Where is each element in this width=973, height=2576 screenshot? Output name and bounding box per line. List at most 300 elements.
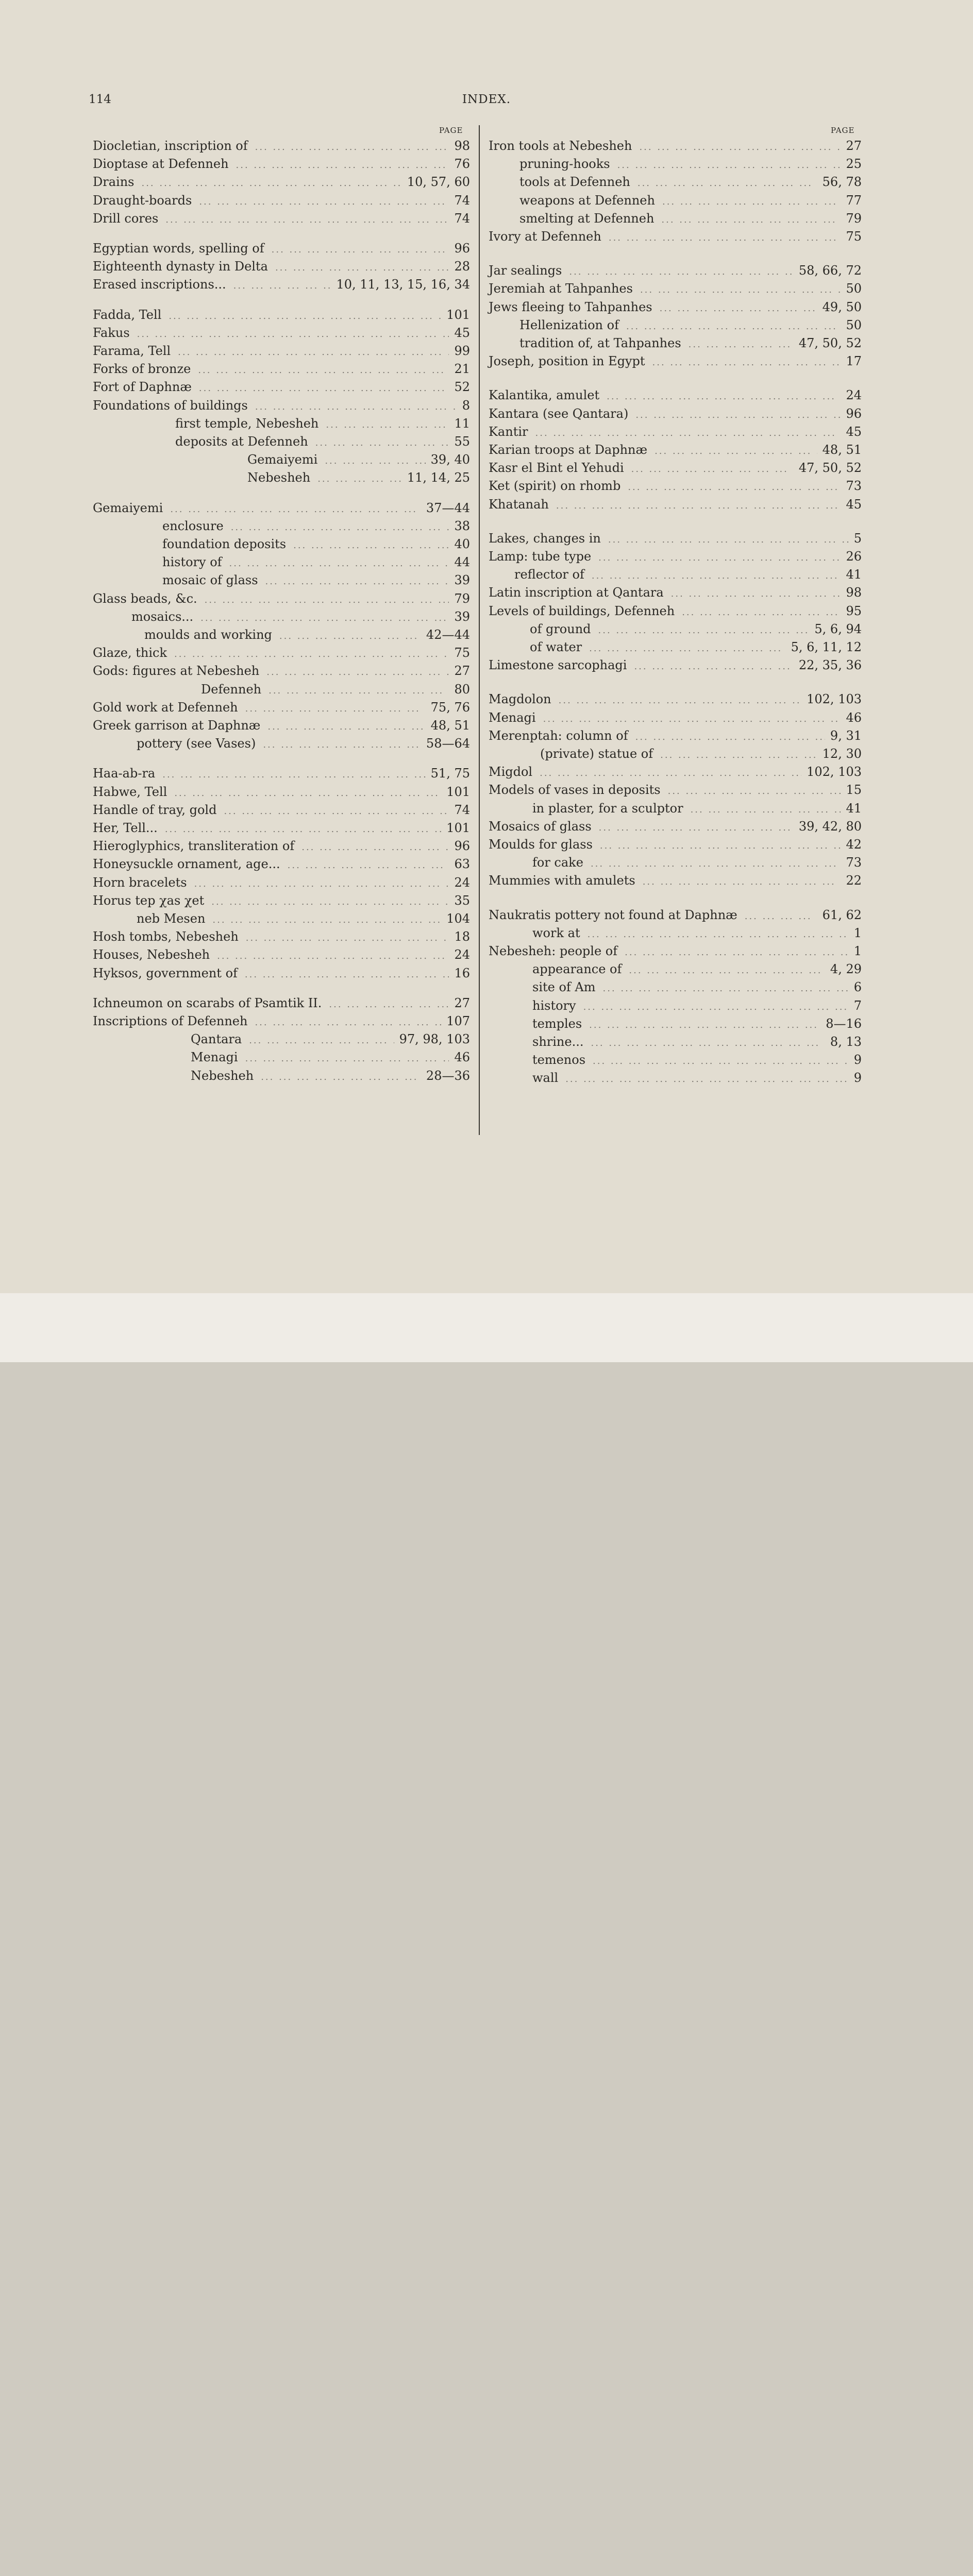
entry-label: Drains xyxy=(93,175,135,190)
entry-label: Levels of buildings, Defenneh xyxy=(489,603,675,618)
entry-page-ref: 27 xyxy=(846,139,862,153)
dot-leader xyxy=(640,281,841,299)
entry-label: history of xyxy=(162,555,222,570)
entry-label: Mosaics of glass xyxy=(489,819,592,834)
index-entry xyxy=(93,699,470,717)
index-entry xyxy=(532,854,862,872)
entry-page-ref: 46 xyxy=(846,710,862,725)
entry-label: Her, Tell... xyxy=(93,821,158,835)
entry-label: Forks of bronze xyxy=(93,362,191,377)
index-entry xyxy=(519,173,862,191)
index-entry xyxy=(489,298,862,316)
entry-label: Glass beads, &c. xyxy=(93,591,197,606)
index-entry xyxy=(93,192,470,210)
index-entry xyxy=(489,459,862,477)
index-entry xyxy=(93,783,470,801)
entry-page-ref: 96 xyxy=(454,241,470,256)
index-entry xyxy=(93,1012,470,1030)
entry-page-ref: 74 xyxy=(454,193,470,208)
index-entry xyxy=(489,602,862,620)
entry-label: site of Am xyxy=(532,980,596,995)
index-entry xyxy=(489,656,862,674)
entry-page-ref: 41 xyxy=(846,801,862,816)
index-entry xyxy=(532,1051,862,1069)
entry-label: Diocletian, inscription of xyxy=(93,139,248,153)
entry-page-ref: 16 xyxy=(454,965,470,980)
entry-label: Greek garrison at Daphnæ xyxy=(93,718,261,733)
index-entry xyxy=(489,386,862,404)
dot-leader xyxy=(279,627,421,645)
entry-page-ref: 24 xyxy=(846,388,862,403)
dot-leader xyxy=(199,379,449,397)
entry-page-ref: 73 xyxy=(846,855,862,870)
entry-page-ref: 51, 75 xyxy=(430,766,470,781)
entry-label: Haa-ab-ra xyxy=(93,766,156,781)
entry-page-ref: 74 xyxy=(454,802,470,817)
entry-page-ref: 48, 51 xyxy=(430,718,470,733)
entry-label: Mummies with amulets xyxy=(489,873,635,888)
dot-leader xyxy=(261,1068,421,1086)
entry-page-ref: 74 xyxy=(454,211,470,226)
dot-leader xyxy=(245,965,449,984)
index-entry xyxy=(162,571,470,589)
dot-leader xyxy=(671,585,841,603)
left-page-column-label: PAGE xyxy=(439,126,463,135)
entry-page-ref: 63 xyxy=(454,857,470,872)
dot-leader xyxy=(691,801,841,819)
entry-page-ref: 11 xyxy=(454,416,470,431)
dot-leader xyxy=(326,416,449,434)
entry-label: Joseph, position in Egypt xyxy=(489,354,645,369)
index-entry xyxy=(532,1033,862,1051)
dot-leader xyxy=(231,518,449,536)
dot-leader xyxy=(263,736,421,754)
entry-label: Handle of tray, gold xyxy=(93,802,217,817)
dot-leader xyxy=(317,470,402,488)
entry-label: Menagi xyxy=(489,710,536,725)
dot-leader xyxy=(655,442,817,460)
entry-page-ref: 98 xyxy=(454,139,470,153)
dot-leader xyxy=(588,925,849,943)
entry-label: Farama, Tell xyxy=(93,344,171,358)
index-entry xyxy=(489,727,862,745)
entry-page-ref: 10, 11, 13, 15, 16, 34 xyxy=(336,277,470,292)
index-entry xyxy=(489,423,862,441)
dot-leader xyxy=(288,856,449,874)
entry-page-ref: 45 xyxy=(454,325,470,340)
entry-page-ref: 12, 30 xyxy=(822,747,862,761)
entry-page-ref: 101 xyxy=(446,784,470,799)
entry-label: weapons at Defenneh xyxy=(519,193,655,208)
index-entry xyxy=(93,874,470,892)
entry-page-ref: 80 xyxy=(454,682,470,697)
entry-page-ref: 96 xyxy=(846,406,862,421)
dot-leader xyxy=(589,1016,820,1034)
dot-leader xyxy=(217,947,449,965)
index-entry xyxy=(93,892,470,910)
dot-leader xyxy=(229,554,449,572)
index-entry xyxy=(175,433,470,451)
entry-label: Lakes, changes in xyxy=(489,531,601,546)
index-entry xyxy=(162,517,470,535)
dot-leader xyxy=(233,277,331,295)
index-entry xyxy=(532,997,862,1015)
index-entry xyxy=(93,662,470,680)
index-entry xyxy=(489,352,862,370)
entry-page-ref: 41 xyxy=(846,567,862,582)
dot-leader xyxy=(141,174,401,192)
index-entry xyxy=(93,855,470,873)
entry-page-ref: 79 xyxy=(454,591,470,606)
entry-page-ref: 39, 42, 80 xyxy=(798,819,862,834)
entry-label: Jeremiah at Tahpanhes xyxy=(489,281,633,296)
page-title: INDEX. xyxy=(462,93,511,106)
index-entry xyxy=(131,608,470,626)
dot-leader xyxy=(635,406,841,424)
entry-label: reflector of xyxy=(514,567,584,582)
index-entry xyxy=(93,210,470,228)
entry-label: Lamp: tube type xyxy=(489,549,592,564)
index-entry xyxy=(519,316,862,334)
dot-leader xyxy=(603,979,849,997)
entry-label: Foundations of buildings xyxy=(93,398,248,413)
dot-leader xyxy=(638,174,817,192)
index-entry xyxy=(489,477,862,495)
entry-page-ref: 26 xyxy=(846,549,862,564)
entry-label: neb Mesen xyxy=(137,911,206,926)
entry-label: Jar sealings xyxy=(489,263,562,278)
entry-label: Gold work at Defenneh xyxy=(93,700,238,715)
entry-label: mosaics... xyxy=(131,609,194,624)
entry-label: Eighteenth dynasty in Delta xyxy=(93,259,268,274)
entry-page-ref: 22, 35, 36 xyxy=(798,658,862,673)
entry-label: smelting at Defenneh xyxy=(519,211,655,226)
entry-page-ref: 101 xyxy=(446,821,470,835)
entry-page-ref: 47, 50, 52 xyxy=(798,336,862,350)
dot-leader xyxy=(593,1052,849,1070)
dot-leader xyxy=(315,434,449,452)
dot-leader xyxy=(599,819,794,837)
entry-label: Drill cores xyxy=(93,211,159,226)
entry-label: Jews fleeing to Tahpanhes xyxy=(489,299,652,314)
dot-leader xyxy=(625,943,849,961)
entry-page-ref: 35 xyxy=(454,893,470,908)
index-entry xyxy=(532,978,862,996)
dot-leader xyxy=(643,873,841,891)
right-page-column-label: PAGE xyxy=(831,126,855,135)
entry-label: Honeysuckle ornament, age... xyxy=(93,857,280,872)
entry-page-ref: 28—36 xyxy=(426,1068,470,1083)
entry-page-ref: 97, 98, 103 xyxy=(399,1032,470,1047)
entry-page-ref: 8—16 xyxy=(826,1016,862,1031)
entry-label: Limestone sarcophagi xyxy=(489,658,627,673)
index-entry xyxy=(489,280,862,298)
entry-label: Defenneh xyxy=(201,682,262,697)
dot-leader xyxy=(583,998,849,1016)
entry-label: wall xyxy=(532,1071,559,1086)
entry-label: Gemaiyemi xyxy=(247,452,318,467)
entry-page-ref: 77 xyxy=(846,193,862,208)
entry-label: Egyptian words, spelling of xyxy=(93,241,264,256)
index-entry xyxy=(201,681,470,699)
entry-label: Models of vases in deposits xyxy=(489,783,661,798)
index-entry xyxy=(93,819,470,837)
entry-label: Fakus xyxy=(93,325,130,340)
index-entry xyxy=(93,173,470,191)
dot-leader xyxy=(591,1034,825,1052)
entry-page-ref: 50 xyxy=(846,281,862,296)
entry-label: Fadda, Tell xyxy=(93,307,162,322)
dot-leader xyxy=(565,1070,849,1088)
entry-label: of ground xyxy=(530,621,591,636)
entry-label: first temple, Nebesheh xyxy=(175,416,319,431)
entry-label: enclosure xyxy=(162,518,224,533)
entry-label: Ichneumon on scarabs of Psamtik II. xyxy=(93,995,322,1010)
entry-page-ref: 39, 40 xyxy=(430,452,470,467)
index-entry xyxy=(137,910,470,928)
entry-label: foundation deposits xyxy=(162,537,287,551)
index-entry xyxy=(137,735,470,753)
dot-leader xyxy=(255,1013,441,1031)
dot-leader xyxy=(269,682,449,700)
entry-page-ref: 40 xyxy=(454,537,470,551)
index-entry xyxy=(519,210,862,228)
entry-label: Nebesheh: people of xyxy=(489,944,618,958)
entry-label: shrine... xyxy=(532,1035,584,1049)
index-entry xyxy=(519,155,862,173)
dot-leader xyxy=(629,961,825,979)
entry-label: for cake xyxy=(532,855,583,870)
dot-leader xyxy=(639,138,841,156)
entry-label: Migdol xyxy=(489,765,533,779)
index-entry xyxy=(489,906,862,924)
entry-page-ref: 4, 29 xyxy=(830,962,862,977)
entry-page-ref: 98 xyxy=(846,585,862,600)
dot-leader xyxy=(559,691,801,709)
index-entry xyxy=(93,342,470,360)
entry-label: Kantir xyxy=(489,424,528,439)
dot-leader xyxy=(689,335,794,353)
entry-label: Ivory at Defenneh xyxy=(489,229,601,244)
entry-label: Hellenization of xyxy=(519,317,619,332)
dot-leader xyxy=(668,782,841,800)
index-entry xyxy=(489,496,862,514)
dot-leader xyxy=(212,911,441,929)
index-entry xyxy=(489,690,862,708)
entry-page-ref: 75 xyxy=(846,229,862,244)
entry-label: Qantara xyxy=(191,1032,242,1047)
dot-leader xyxy=(628,478,841,496)
dot-leader xyxy=(745,907,817,925)
entry-label: Ket (spirit) on rhomb xyxy=(489,479,621,494)
dot-leader xyxy=(200,609,449,627)
index-entry xyxy=(514,566,862,584)
entry-label: Khatanah xyxy=(489,497,549,512)
dot-leader xyxy=(540,764,801,782)
dot-leader xyxy=(174,645,449,663)
dot-leader xyxy=(325,452,425,470)
entry-label: deposits at Defenneh xyxy=(175,434,308,449)
dot-leader xyxy=(245,700,426,718)
dot-leader xyxy=(608,531,849,549)
entry-page-ref: 27 xyxy=(454,995,470,1010)
index-entry xyxy=(93,137,470,155)
dot-leader xyxy=(266,663,449,681)
entry-page-ref: 55 xyxy=(454,434,470,449)
dot-leader xyxy=(301,838,449,856)
index-entry xyxy=(247,469,470,487)
entry-page-ref: 39 xyxy=(454,609,470,624)
entry-page-ref: 73 xyxy=(846,479,862,494)
entry-label: Kalantika, amulet xyxy=(489,388,600,403)
entry-page-ref: 50 xyxy=(846,317,862,332)
index-entry xyxy=(93,964,470,982)
entry-label: Kasr el Bint el Yehudi xyxy=(489,461,624,476)
entry-page-ref: 37—44 xyxy=(426,500,470,515)
entry-page-ref: 75, 76 xyxy=(430,700,470,715)
entry-page-ref: 95 xyxy=(846,603,862,618)
entry-label: Draught-boards xyxy=(93,193,192,208)
entry-page-ref: 21 xyxy=(454,362,470,377)
dot-leader xyxy=(293,536,449,554)
index-entry xyxy=(489,530,862,548)
index-entry xyxy=(489,228,862,246)
index-entry xyxy=(162,553,470,571)
index-entry xyxy=(93,306,470,324)
entry-page-ref: 22 xyxy=(846,873,862,888)
entry-page-ref: 99 xyxy=(454,344,470,358)
entry-label: mosaic of glass xyxy=(162,573,258,588)
dot-leader xyxy=(245,1049,449,1067)
dot-leader xyxy=(267,718,425,736)
index-entry xyxy=(489,405,862,423)
entry-page-ref: 17 xyxy=(846,354,862,369)
entry-page-ref: 79 xyxy=(846,211,862,226)
index-entry xyxy=(93,590,470,608)
entry-page-ref: 39 xyxy=(454,573,470,588)
entry-page-ref: 9, 31 xyxy=(830,728,862,743)
entry-label: Dioptase at Defenneh xyxy=(93,157,229,172)
footer-bar xyxy=(0,1293,973,1362)
entry-label: Latin inscription at Qantara xyxy=(489,585,664,600)
entry-page-ref: 24 xyxy=(454,947,470,962)
dot-leader xyxy=(194,875,449,893)
entry-label: pruning-hooks xyxy=(519,157,610,172)
dot-leader xyxy=(162,766,425,784)
entry-label: Hyksos, government of xyxy=(93,965,238,980)
index-entry xyxy=(489,818,862,836)
dot-leader xyxy=(609,229,841,247)
dot-leader xyxy=(543,710,841,728)
entry-page-ref: 5, 6, 11, 12 xyxy=(791,640,862,654)
dot-leader xyxy=(598,549,841,567)
dot-leader xyxy=(569,263,794,281)
entry-label: of water xyxy=(530,640,582,654)
dot-leader xyxy=(137,325,449,343)
entry-label: Gods: figures at Nebesheh xyxy=(93,664,260,679)
entry-label: Erased inscriptions... xyxy=(93,277,226,292)
dot-leader xyxy=(211,893,449,911)
dot-leader xyxy=(165,820,441,838)
dot-leader xyxy=(265,572,449,590)
entry-label: Karian troops at Daphnæ xyxy=(489,443,648,457)
index-entry xyxy=(93,837,470,855)
entry-page-ref: 102, 103 xyxy=(807,765,862,779)
entry-page-ref: 24 xyxy=(454,875,470,890)
entry-label: Fort of Daphnæ xyxy=(93,380,192,395)
entry-page-ref: 38 xyxy=(454,518,470,533)
dot-leader xyxy=(199,193,449,211)
dot-leader xyxy=(626,317,841,335)
page-number: 114 xyxy=(89,93,111,106)
entry-label: Nebesheh xyxy=(191,1068,254,1083)
index-entry xyxy=(93,946,470,964)
entry-page-ref: 56, 78 xyxy=(822,175,862,190)
entry-page-ref: 15 xyxy=(846,783,862,798)
entry-label: work at xyxy=(532,925,580,940)
index-entry xyxy=(93,717,470,735)
index-entry xyxy=(489,942,862,960)
dot-leader xyxy=(556,497,841,515)
dot-leader xyxy=(329,995,449,1013)
index-entry xyxy=(191,1048,470,1066)
entry-page-ref: 104 xyxy=(446,911,470,926)
index-entry xyxy=(489,137,862,155)
dot-leader xyxy=(170,500,421,518)
index-entry xyxy=(247,451,470,469)
entry-label: Inscriptions of Defenneh xyxy=(93,1014,248,1028)
index-entry xyxy=(144,626,470,644)
entry-label: Glaze, thick xyxy=(93,646,167,660)
entry-label: pottery (see Vases) xyxy=(137,736,256,751)
entry-page-ref: 52 xyxy=(454,380,470,395)
index-entry xyxy=(93,324,470,342)
index-entry xyxy=(489,781,862,799)
index-entry xyxy=(532,800,862,818)
entry-label: Horus tep χas χet xyxy=(93,893,205,908)
dot-leader xyxy=(236,156,449,174)
entry-label: Kantara (see Qantara) xyxy=(489,406,629,421)
index-entry xyxy=(489,441,862,459)
entry-label: Magdolon xyxy=(489,692,551,707)
dot-leader xyxy=(169,307,441,325)
dot-leader xyxy=(661,211,841,229)
index-entry xyxy=(530,620,862,638)
entry-page-ref: 42—44 xyxy=(426,628,470,642)
entry-page-ref: 47, 50, 52 xyxy=(798,461,862,476)
index-entry xyxy=(540,745,862,763)
index-entry xyxy=(93,765,470,783)
index-entry xyxy=(93,644,470,662)
entry-page-ref: 8 xyxy=(462,398,470,413)
dot-leader xyxy=(662,193,841,211)
entry-label: (private) statue of xyxy=(540,747,653,761)
entry-page-ref: 1 xyxy=(853,944,862,958)
dot-leader xyxy=(165,211,449,229)
dot-leader xyxy=(272,241,449,259)
entry-label: in plaster, for a sculptor xyxy=(532,801,683,816)
entry-page-ref: 5 xyxy=(853,531,862,546)
entry-label: Menagi xyxy=(191,1050,238,1065)
index-entry xyxy=(93,801,470,819)
index-entry xyxy=(489,709,862,727)
entry-label: Naukratis pottery not found at Daphnæ xyxy=(489,907,737,922)
dot-leader xyxy=(592,567,841,585)
dot-leader xyxy=(535,424,841,442)
entry-label: Houses, Nebesheh xyxy=(93,947,210,962)
dot-leader xyxy=(255,138,449,156)
entry-page-ref: 45 xyxy=(846,497,862,512)
